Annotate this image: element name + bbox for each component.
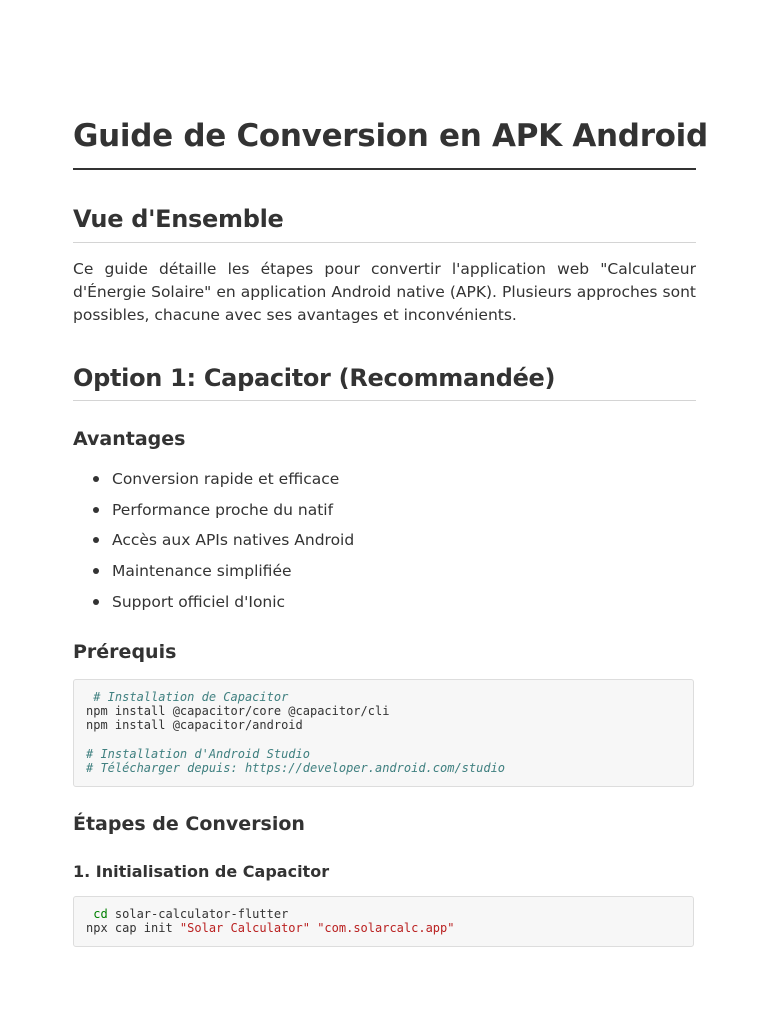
list-item-label: Performance proche du natif (112, 500, 334, 519)
title-divider (73, 168, 696, 170)
list-item (73, 559, 354, 590)
bullet-icon (93, 599, 99, 605)
overview-divider (73, 242, 696, 243)
code-keyword: cd (93, 907, 108, 921)
code-text: solar-calculator-flutter (107, 907, 289, 921)
overview-paragraph: Ce guide détaille les étapes pour convertir l'application web "Calculateur d'Énergie Solaire" en application Android native (APK). Plusieurs approches sont possibles, chacune avec ses avantages et inconvénients. (73, 260, 696, 324)
code-string: "com.solarcalc.app" (317, 921, 455, 936)
code-comment: # Télécharger depuis: https://developer.android.com/studio (86, 760, 506, 775)
bullet-icon (93, 507, 99, 513)
list-item-label: Maintenance simplifiée (112, 562, 292, 581)
step1-heading: 1. Initialisation de Capacitor (73, 862, 330, 881)
code-comment: # Installation d'Android Studio (86, 746, 310, 761)
option1-heading: Option 1: Capacitor (Recommandée) (73, 364, 556, 392)
code-string: "Solar Calculator" (179, 921, 310, 936)
code-line (86, 921, 681, 935)
bullet-icon (93, 568, 99, 574)
prereq-code-block (73, 679, 694, 787)
bullet-icon (93, 537, 99, 543)
list-item-label: Support officiel d'Ionic (112, 592, 286, 611)
advantages-heading: Avantages (73, 428, 186, 450)
list-item-label: Accès aux APIs natives Android (112, 531, 355, 550)
overview-heading: Vue d'Ensemble (73, 205, 284, 233)
list-item (73, 467, 354, 498)
code-blank-line (86, 733, 681, 747)
code-line: npm install @capacitor/core @capacitor/cli (86, 704, 390, 719)
list-item (73, 590, 354, 621)
page-title: Guide de Conversion en APK Android (73, 118, 708, 154)
steps-heading: Étapes de Conversion (73, 813, 305, 835)
code-line: npm install @capacitor/android (86, 718, 303, 733)
code-text: npx cap init (86, 921, 180, 936)
advantages-list (73, 467, 354, 620)
list-item (73, 498, 354, 529)
step1-code-block (73, 896, 694, 947)
code-line (86, 907, 681, 921)
code-comment: # Installation de Capacitor (86, 690, 289, 704)
bullet-icon (93, 476, 99, 482)
list-item (73, 528, 354, 559)
prereq-heading: Prérequis (73, 641, 177, 663)
list-item-label: Conversion rapide et efficace (112, 470, 340, 488)
option1-divider (73, 400, 696, 401)
